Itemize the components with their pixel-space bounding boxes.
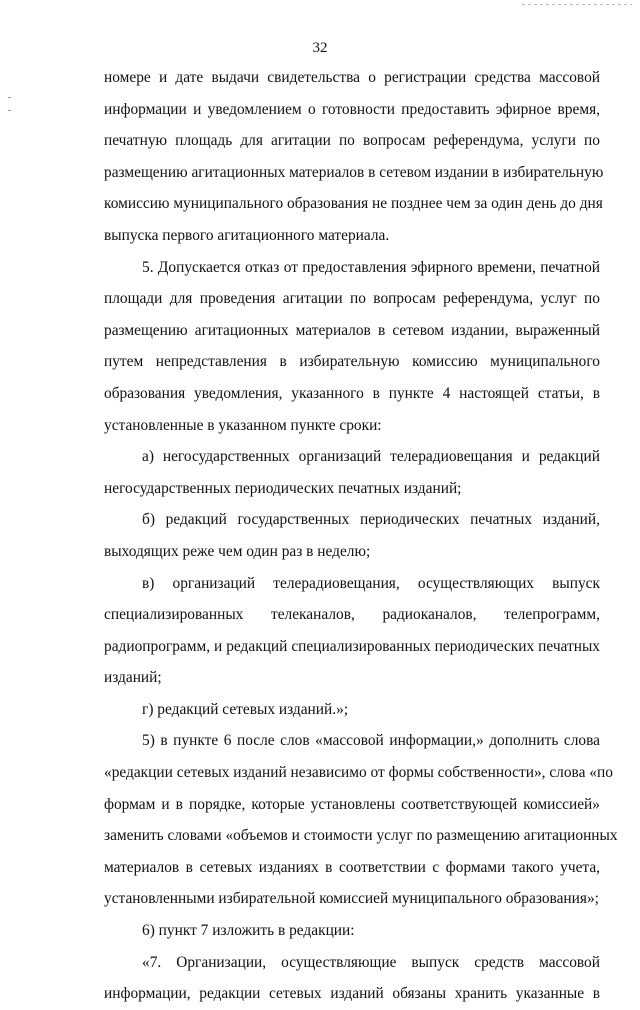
scan-speck: [8, 110, 11, 111]
text-line: 5. Допускается отказ от предоставления эфирного времени, печатной: [142, 258, 600, 276]
text-line: г) редакций сетевых изданий.»;: [142, 700, 349, 718]
text-line: размещению агитационных материалов в сетевом издании, выраженный: [104, 321, 600, 339]
text-line: выходящих реже чем один раз в неделю;: [104, 542, 371, 560]
paragraph: [104, 568, 600, 694]
page-number: 32: [312, 40, 328, 56]
paragraph: [104, 694, 600, 726]
text-line: изданий;: [104, 669, 162, 687]
text-line: комиссию муниципального образования не позднее чем за один день до дня: [104, 195, 603, 213]
paragraph: [104, 441, 600, 504]
text-line: установленными избирательной комиссией муниципального образования»;: [104, 890, 599, 908]
text-line: путем непредставления в избирательную комиссию муниципального: [104, 353, 600, 371]
text-line: в) организаций телерадиовещания, осуществляющих выпуск: [142, 574, 600, 592]
text-line: формам и в порядке, которые установлены соответствующей комиссией»: [104, 795, 600, 813]
text-line: материалов в сетевых изданиях в соответствии с формами такого учета,: [104, 858, 600, 876]
text-line: информации, редакции сетевых изданий обязаны хранить указанные в: [104, 985, 600, 1003]
text-line: а) негосударственных организаций телерадиовещания и редакций: [142, 448, 600, 466]
text-line: 5) в пункте 6 после слов «массовой информации,» дополнить слова: [142, 732, 600, 750]
text-line: радиопрограмм, и редакций специализированных периодических печатных: [104, 637, 600, 655]
text-line: информации и уведомлением о готовности предоставить эфирное время,: [104, 100, 600, 118]
text-line: выпуска первого агитационного материала.: [104, 226, 390, 244]
document-body: [104, 62, 618, 1010]
text-line: образования уведомления, указанного в пункте 4 настоящей статьи, в: [104, 384, 600, 402]
scan-speck: [8, 97, 11, 98]
paragraph: [104, 915, 600, 947]
text-line: «редакции сетевых изданий независимо от формы собственности», слова «по: [104, 764, 613, 782]
text-line: б) редакций государственных периодических печатных изданий,: [142, 511, 600, 529]
paragraph: [104, 725, 618, 915]
text-line: заменить словами «объемов и стоимости услуг по размещению агитационных: [104, 827, 618, 845]
paragraph: [104, 947, 600, 1010]
text-line: печатную площадь для агитации по вопросам референдума, услуги по: [104, 132, 600, 150]
text-line: негосударственных периодических печатных изданий;: [104, 479, 462, 497]
scan-artifact: [522, 4, 632, 5]
text-line: площади для проведения агитации по вопросам референдума, услуг по: [104, 290, 600, 308]
text-line: размещению агитационных материалов в сетевом издании в избирательную: [104, 163, 604, 181]
text-line: «7. Организации, осуществляющие выпуск средств массовой: [142, 953, 600, 971]
text-line: номере и дате выдачи свидетельства о регистрации средства массовой: [104, 69, 600, 86]
text-line: специализированных телеканалов, радиоканалов, телепрограмм,: [104, 606, 600, 624]
text-line: 6) пункт 7 изложить в редакции:: [142, 922, 355, 940]
paragraph: [104, 504, 600, 567]
text-line: установленные в указанном пункте сроки:: [104, 416, 382, 434]
paragraph: [104, 252, 600, 442]
paragraph: [104, 62, 604, 252]
